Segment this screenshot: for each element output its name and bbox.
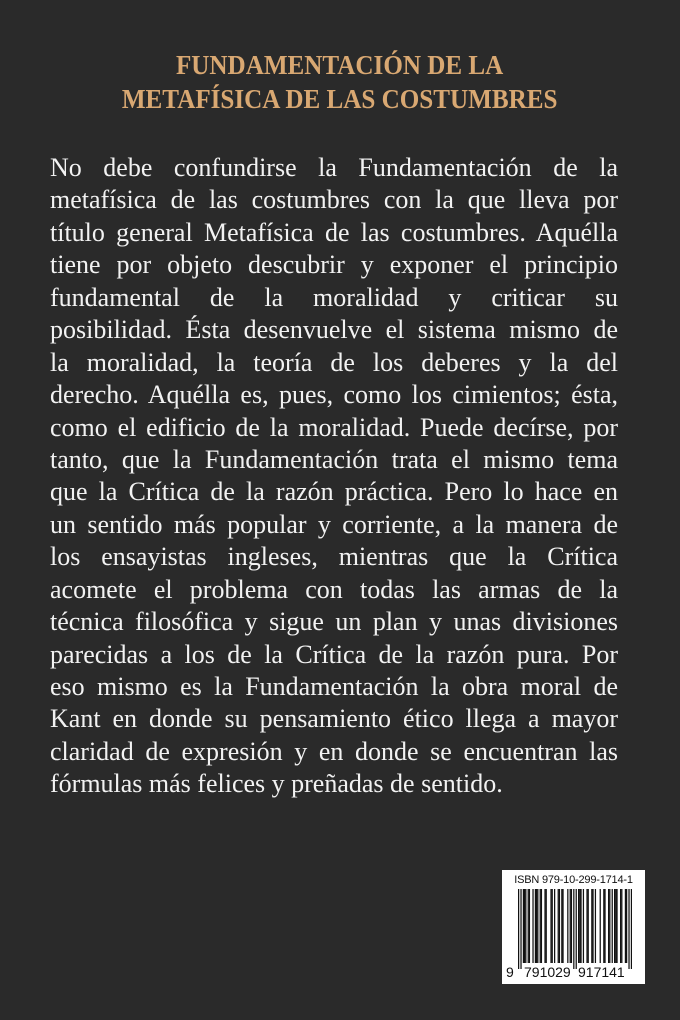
blurb-line: un sentido más popular y corriente, a la manera de: [50, 509, 618, 539]
barcode-bars-icon: [518, 889, 632, 969]
blurb-line: título general Metafísica de las costumbres. Aquélla: [50, 217, 618, 247]
isbn-label: ISBN 979-10-299-1714-1: [514, 874, 633, 886]
isbn-barcode: [502, 870, 645, 984]
blurb-line: No debe confundirse la Fundamentación de la: [50, 153, 618, 182]
barcode-digits-right: 917141: [578, 964, 625, 980]
blurb-line: parecidas a los de la Crítica de la razón pura. Por: [50, 639, 618, 669]
back-cover-blurb: [50, 152, 618, 801]
blurb-line-last: fórmulas más felices y preñadas de sentido.: [50, 769, 503, 799]
blurb-line: técnica filosófica y sigue un plan y unas divisiones: [50, 607, 618, 637]
title-line-2: METAFÍSICA DE LAS COSTUMBRES: [121, 84, 558, 114]
blurb-line: claridad de expresión y en donde se encuentran las: [50, 736, 618, 766]
blurb-line: los ensayistas ingleses, mientras que la Crítica: [50, 542, 618, 572]
title-line-1: FUNDAMENTACIÓN DE LA: [175, 50, 504, 80]
blurb-line: la moralidad, la teoría de los deberes y la del: [50, 347, 618, 377]
blurb-line: derecho. Aquélla es, pues, como los cimientos; ésta,: [50, 380, 618, 410]
blurb-line: que la Crítica de la razón práctica. Pero lo hace en: [50, 477, 618, 507]
blurb-line: metafísica de las costumbres con la que lleva por: [50, 185, 618, 215]
book-title: [0, 48, 680, 116]
blurb-line: tiene por objeto descubrir y exponer el principio: [50, 250, 618, 280]
blurb-line: fundamental de la moralidad y criticar su: [50, 282, 618, 312]
blurb-line: eso mismo es la Fundamentación la obra moral de: [50, 672, 618, 701]
blurb-line: como el edificio de la moralidad. Puede decírse, por: [50, 412, 618, 442]
blurb-line: Kant en donde su pensamiento ético llega a mayor: [50, 704, 618, 734]
blurb-line: tanto, que la Fundamentación trata el mismo tema: [50, 444, 618, 474]
blurb-line: posibilidad. Ésta desenvuelve el sistema mismo de: [50, 315, 618, 345]
barcode-digit-first: 9: [506, 964, 514, 980]
barcode-digits-left: 791029: [524, 964, 571, 980]
blurb-line: acomete el problema con todas las armas de la: [50, 574, 618, 604]
